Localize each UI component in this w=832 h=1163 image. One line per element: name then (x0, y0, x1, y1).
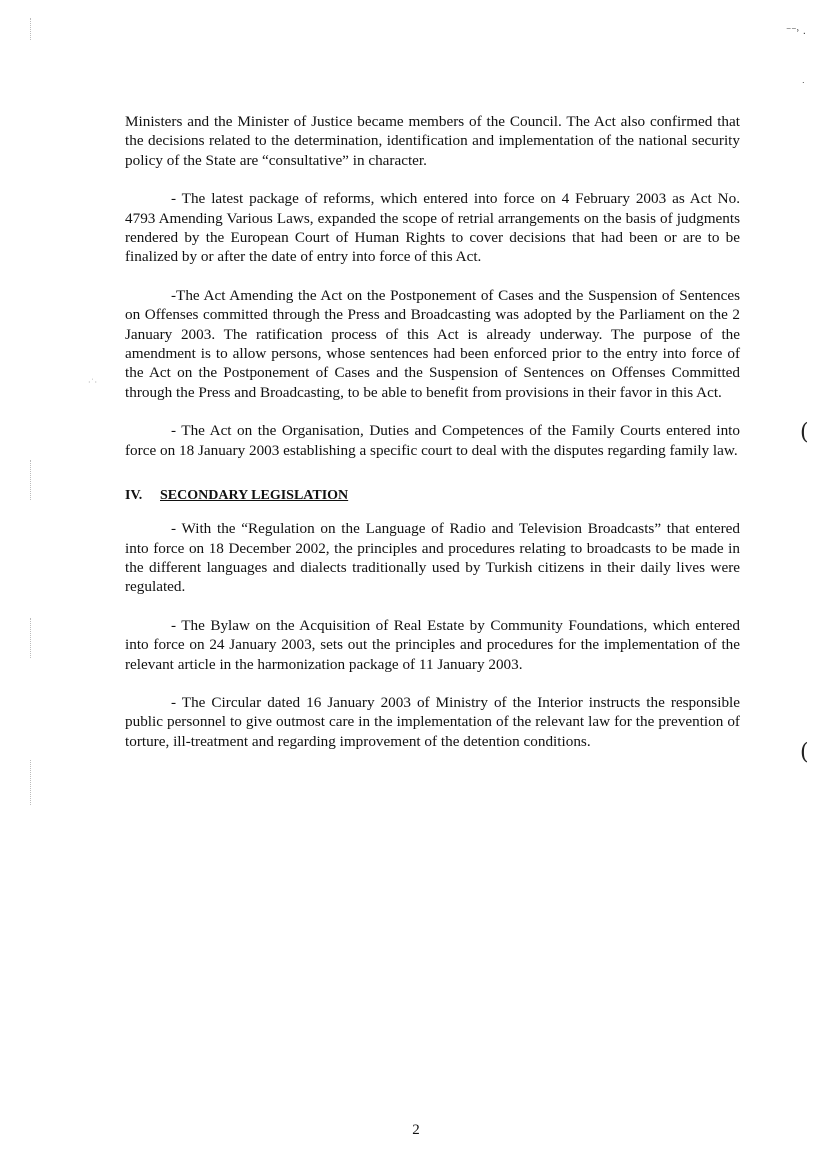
scan-edge-mark (30, 618, 32, 658)
paragraph: Ministers and the Minister of Justice became members of the Council. The Act also confirmed that the decisions related to the determination, identification and implementation of the national security policy of the State are “consultative” in character. (125, 113, 740, 169)
punch-hole-mark: ( (800, 420, 809, 445)
page-number: 2 (412, 1122, 420, 1138)
scan-smudge: ⁻⁻˒ . (786, 26, 806, 37)
paragraph: - With the “Regulation on the Language of Radio and Television Broadcasts” that entered into force on 18 December 2002, the principles and procedures relating to broadcasts to be made in the different languages and dialects traditionally used by Turkish citizens in their daily lives were regulated. (125, 520, 740, 596)
paragraph: - The latest package of reforms, which entered into force on 4 February 2003 as Act No. 4793 Amending Various Laws, expanded the scope of retrial arrangements on the basis of judgments rendered by the European Court of Human Rights to cover decisions that had been or are to be finalized by or after the date of entry into force of this Act. (125, 190, 740, 266)
scan-dot: . (802, 76, 805, 85)
scan-edge-mark (30, 460, 32, 500)
section-title: SECONDARY LEGISLATION (160, 488, 349, 504)
scan-smudge: ·˙· (88, 378, 98, 387)
section-heading (125, 486, 740, 505)
paragraph: - The Bylaw on the Acquisition of Real Estate by Community Foundations, which entered into force on 24 January 2003, sets out the principles and procedures for the implementation of the relevant article in the harmonization package of 11 January 2003. (125, 616, 740, 673)
document-body (125, 112, 740, 770)
scan-edge-mark (30, 760, 32, 805)
punch-hole-mark: ( (800, 740, 809, 765)
paragraph: - The Circular dated 16 January 2003 of Ministry of the Interior instructs the responsible public personnel to give outmost care in the implementation of the relevant law for the prevention of torture, ill-treatment and regarding improvement of the detention conditions. (125, 693, 740, 750)
paragraph: - The Act on the Organisation, Duties and Competences of the Family Courts entered into force on 18 January 2003 establishing a specific court to deal with the disputes regarding family law. (125, 422, 740, 459)
paragraph: -The Act Amending the Act on the Postponement of Cases and the Suspension of Sentences on Offenses committed through the Press and Broadcasting was adopted by the Parliament on the 2 January 2003. The ratification process of this Act is already underway. The purpose of the amendment is to allow persons, whose sentences had been enforced prior to the entry into force of the Act on the Postponement of Cases and the Suspension of Sentences on Offenses Committed through the Press and Broadcasting, to be able to benefit from provisions in their favor in this Act. (125, 286, 740, 401)
scan-edge-mark (30, 18, 32, 40)
section-number: IV. (125, 488, 143, 504)
